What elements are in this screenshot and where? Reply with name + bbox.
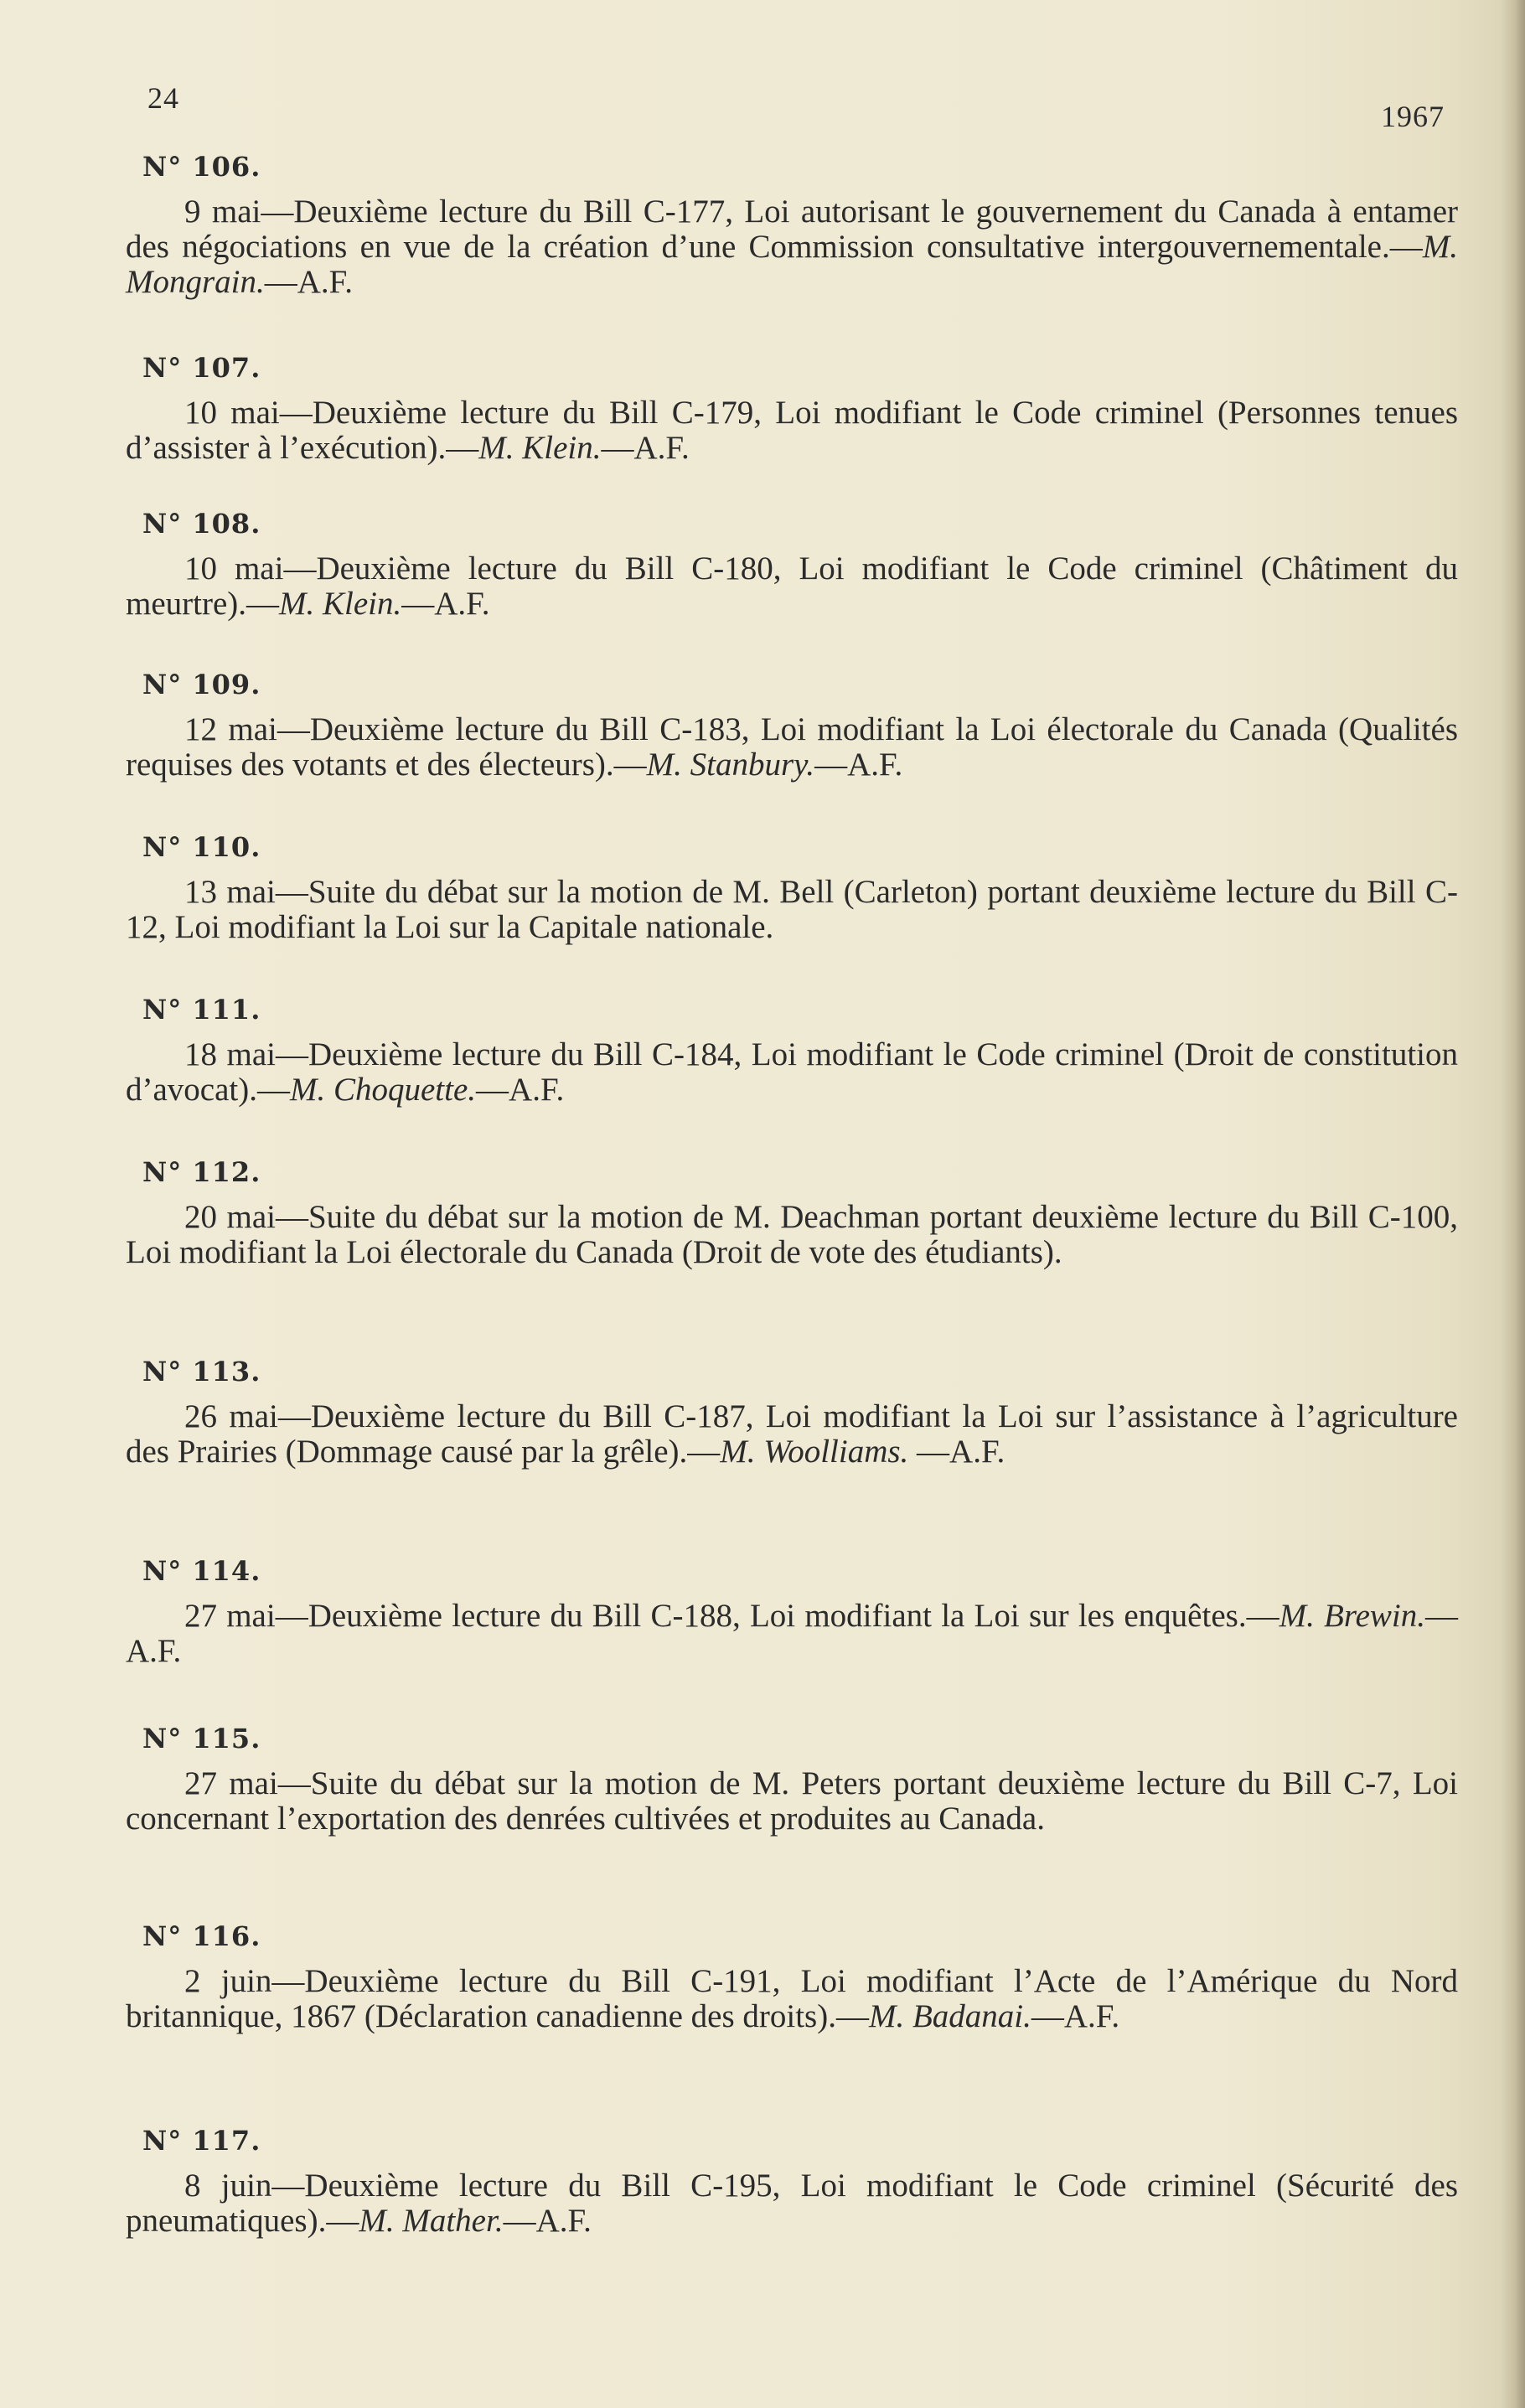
entry-text: 10 mai—Deuxième lecture du Bill C-180, Loi modifiant le Code criminel (Châtiment du meurtre).—	[126, 550, 1458, 622]
entry-suffix: —A.F.	[503, 2203, 592, 2239]
entry-110	[126, 831, 1458, 945]
entry-number: N° 115.	[142, 1723, 261, 1754]
entry-number: N° 112.	[142, 1156, 261, 1188]
entry-text-block	[126, 712, 1458, 783]
entry-text-block	[126, 2168, 1458, 2239]
entry-number: N° 116.	[142, 1920, 261, 1952]
entry-number: N° 109.	[142, 669, 261, 700]
entry-suffix: —A.F.	[814, 747, 903, 783]
entry-number: N° 108.	[142, 508, 261, 540]
entry-number: N° 117.	[142, 2125, 261, 2157]
entry-text: 18 mai—Deuxième lecture du Bill C-184, Loi modifiant le Code criminel (Droit de constitution d’avocat).—	[126, 1036, 1458, 1108]
entry-member: M. Woolliams.	[720, 1434, 909, 1470]
entry-text: 12 mai—Deuxième lecture du Bill C-183, Loi modifiant la Loi électorale du Canada (Qualités requises des votants et des électeurs).—	[126, 711, 1458, 783]
entry-108	[126, 508, 1458, 622]
entry-text-block	[126, 1964, 1458, 2034]
entry-109	[126, 669, 1458, 783]
entry-member: M. Choquette.	[290, 1072, 477, 1108]
entry-member: M. Mongrain.	[126, 229, 1458, 300]
entry-member: M. Klein.	[478, 430, 602, 466]
entry-text-block	[126, 1200, 1458, 1270]
entry-112	[126, 1156, 1458, 1270]
entry-member: M. Badanai.	[868, 1998, 1031, 2034]
entry-text: 9 mai—Deuxième lecture du Bill C-177, Loi autorisant le gouvernement du Canada à entamer des négociations en vue de la création d’une Commission consultative intergouvernementale.—	[126, 194, 1458, 265]
entry-suffix: —A.F.	[1031, 1998, 1120, 2034]
entry-number: N° 111.	[142, 994, 261, 1026]
entry-text: 8 juin—Deuxième lecture du Bill C-195, Loi modifiant le Code criminel (Sécurité des pneumatiques).—	[126, 2168, 1458, 2239]
entry-text-block	[126, 395, 1458, 466]
entry-text: 27 mai—Deuxième lecture du Bill C-188, Loi modifiant la Loi sur les enquêtes.—	[184, 1598, 1279, 1634]
page-year: 1967	[1381, 100, 1445, 133]
entry-text-block	[126, 551, 1458, 622]
entry-text: 20 mai—Suite du débat sur la motion de M. Deachman portant deuxième lecture du Bill C-100, Loi modifiant la Loi électorale du Canada (Droit de vote des étudiants).	[126, 1199, 1458, 1270]
page-edge-shadow	[1500, 0, 1525, 2408]
entry-111	[126, 994, 1458, 1108]
entry-member: M. Brewin.	[1279, 1598, 1425, 1634]
entry-117	[126, 2125, 1458, 2239]
entry-number: N° 110.	[142, 831, 261, 863]
entry-text: 2 juin—Deuxième lecture du Bill C-191, Loi modifiant l’Acte de l’Amérique du Nord britannique, 1867 (Déclaration canadienne des droits).—	[126, 1963, 1458, 2034]
entry-text: 26 mai—Deuxième lecture du Bill C-187, Loi modifiant la Loi sur l’assistance à l’agriculture des Prairies (Dommage causé par la grêle).—	[126, 1398, 1458, 1470]
entry-member: M. Klein.	[279, 586, 402, 622]
entry-114	[126, 1555, 1458, 1669]
entry-text: 27 mai—Suite du débat sur la motion de M. Peters portant deuxième lecture du Bill C-7, Loi concernant l’exportation des denrées cultivées et produites au Canada.	[126, 1765, 1458, 1837]
entry-suffix: —A.F.	[908, 1434, 1005, 1470]
entry-number: N° 107.	[142, 352, 261, 384]
entry-text-block	[126, 194, 1458, 300]
entry-113	[126, 1356, 1458, 1470]
entry-member: M. Mather.	[359, 2203, 504, 2239]
entry-member: M. Stanbury.	[646, 747, 815, 783]
entry-106	[126, 151, 1458, 300]
entry-107	[126, 352, 1458, 466]
entry-text-block	[126, 1599, 1458, 1669]
entry-suffix: —A.F.	[601, 430, 690, 466]
entry-text-block	[126, 1037, 1458, 1108]
entry-115	[126, 1723, 1458, 1837]
entry-text: 13 mai—Suite du débat sur la motion de M. Bell (Carleton) portant deuxième lecture du Bill C-12, Loi modifiant la Loi sur la Capitale nationale.	[126, 874, 1458, 945]
entry-number: N° 114.	[142, 1555, 261, 1587]
entry-text-block	[126, 875, 1458, 945]
entry-suffix: —A.F.	[401, 586, 490, 622]
entry-suffix: —A.F.	[126, 1598, 1458, 1669]
entry-text-block	[126, 1399, 1458, 1470]
entry-suffix: —A.F.	[476, 1072, 565, 1108]
entry-text-block	[126, 1766, 1458, 1837]
entry-116	[126, 1920, 1458, 2034]
entry-number: N° 113.	[142, 1356, 261, 1387]
entry-number: N° 106.	[142, 151, 261, 183]
entry-suffix: —A.F.	[264, 264, 353, 300]
entry-text: 10 mai—Deuxième lecture du Bill C-179, Loi modifiant le Code criminel (Personnes tenues d’assister à l’exécution).—	[126, 395, 1458, 466]
page-number: 24	[147, 81, 179, 115]
